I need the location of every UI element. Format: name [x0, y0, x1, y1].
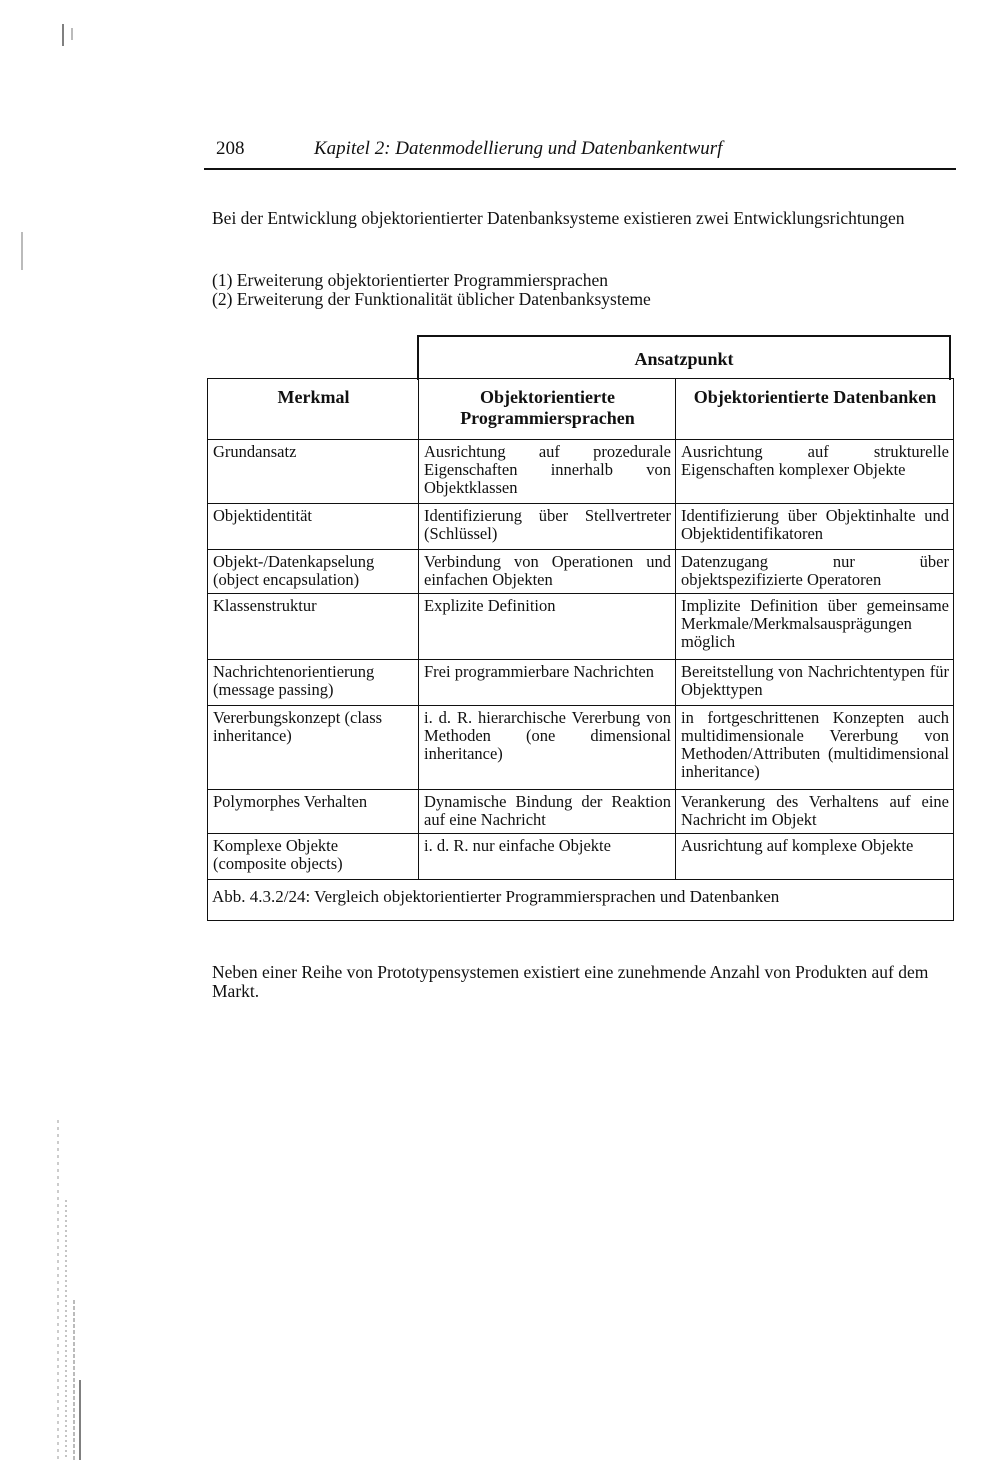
- row-programming-languages: Verbindung von Operationen und einfachen Objekten: [419, 550, 676, 594]
- scan-edge-marks: [0, 0, 100, 1473]
- row-databases: Verankerung des Verhaltens auf eine Nachricht im Objekt: [676, 790, 954, 834]
- table-row: [208, 504, 954, 550]
- row-feature: Objektidentität: [208, 504, 419, 550]
- column-header-datenbanken: Objektorientierte Datenbanken: [676, 379, 954, 440]
- row-feature: Grundansatz: [208, 440, 419, 504]
- column-header-merkmal: Merkmal: [208, 379, 419, 440]
- table-row: [208, 790, 954, 834]
- table-row: [208, 550, 954, 594]
- row-databases: Ausrichtung auf strukturelle Eigenschaften komplexer Objekte: [676, 440, 954, 504]
- comparison-table: [207, 378, 954, 921]
- intro-paragraph: Bei der Entwicklung objektorientierter Datenbanksysteme existieren zwei Entwicklungsrichtungen: [212, 208, 905, 228]
- row-programming-languages: Identifizierung über Stellvertreter (Schlüssel): [419, 504, 676, 550]
- row-programming-languages: i. d. R. nur einfache Objekte: [419, 834, 676, 880]
- row-databases: Bereitstellung von Nachrichtentypen für Objekttypen: [676, 660, 954, 706]
- row-programming-languages: Frei programmierbare Nachrichten: [419, 660, 676, 706]
- table-row: [208, 706, 954, 790]
- running-title: Kapitel 2: Datenmodellierung und Datenbankentwurf: [314, 138, 723, 159]
- row-feature: Klassenstruktur: [208, 594, 419, 660]
- page-header: [204, 134, 956, 170]
- table-caption-row: [208, 880, 954, 921]
- table-row: [208, 834, 954, 880]
- row-programming-languages: i. d. R. hierarchische Vererbung von Methoden (one dimensional inheritance): [419, 706, 676, 790]
- row-databases: Identifizierung über Objektinhalte und Objektidentifikatoren: [676, 504, 954, 550]
- row-feature: Vererbungskonzept (class inheritance): [208, 706, 419, 790]
- list-item: (1) Erweiterung objektorientierter Programmiersprachen: [212, 270, 609, 290]
- row-databases: Ausrichtung auf komplexe Objekte: [676, 834, 954, 880]
- column-header-programmiersprachen: Objektorientierte Programmiersprachen: [419, 379, 676, 440]
- row-feature: Objekt-/Datenkapselung (object encapsulation): [208, 550, 419, 594]
- development-directions-list: [212, 271, 651, 309]
- row-databases: Datenzugang nur über objektspezifizierte Operatoren: [676, 550, 954, 594]
- table-row: [208, 594, 954, 660]
- table-header-row: [208, 379, 954, 440]
- table-row: [208, 660, 954, 706]
- row-feature: Polymorphes Verhalten: [208, 790, 419, 834]
- table-row: [208, 440, 954, 504]
- row-feature: Nachrichtenorientierung (message passing): [208, 660, 419, 706]
- row-programming-languages: Dynamische Bindung der Reaktion auf eine Nachricht: [419, 790, 676, 834]
- list-item: (2) Erweiterung der Funktionalität üblicher Datenbanksysteme: [212, 289, 651, 309]
- table-caption: Abb. 4.3.2/24: Vergleich objektorientierter Programmiersprachen und Datenbanken: [208, 880, 954, 921]
- outro-paragraph: Neben einer Reihe von Prototypensystemen existiert eine zunehmende Anzahl von Produkten auf dem Markt.: [212, 962, 929, 1001]
- row-programming-languages: Explizite Definition: [419, 594, 676, 660]
- row-feature: Komplexe Objekte (composite objects): [208, 834, 419, 880]
- page-number: 208: [216, 138, 245, 159]
- row-databases: Implizite Definition über gemeinsame Merkmale/Merkmalsausprägungen möglich: [676, 594, 954, 660]
- row-programming-languages: Ausrichtung auf prozedurale Eigenschaften innerhalb von Objektklassen: [419, 440, 676, 504]
- row-databases: in fortgeschrittenen Konzepten auch multidimensionale Vererbung von Methoden/Attributen (multidimensional inheritance): [676, 706, 954, 790]
- ansatzpunkt-group-header: Ansatzpunkt: [417, 335, 951, 380]
